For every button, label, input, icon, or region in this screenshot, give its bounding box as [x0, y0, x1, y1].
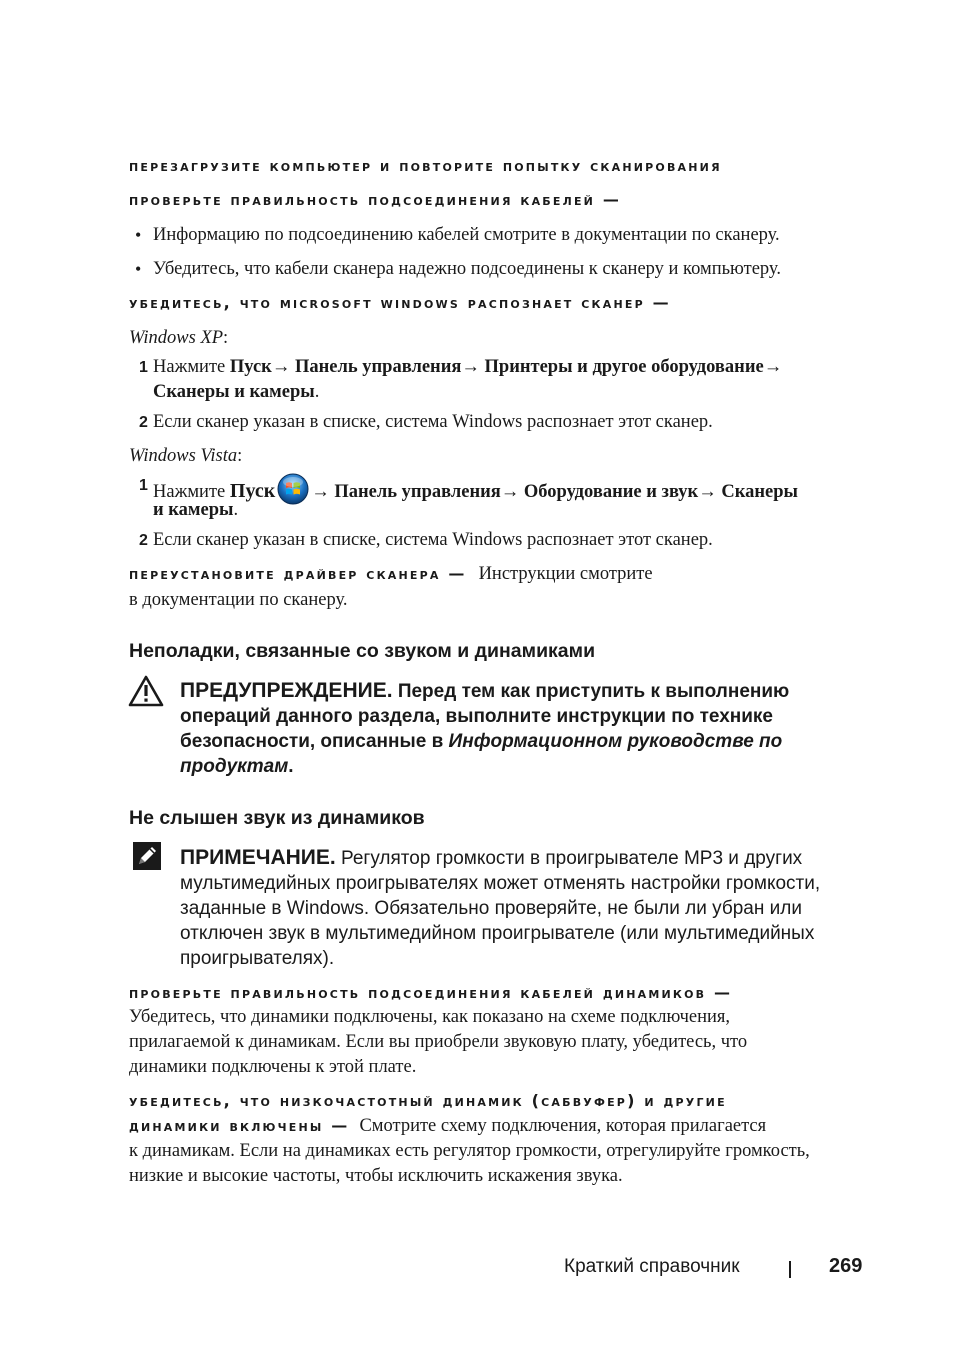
paragraph-line: низкие и высокие частоты, чтобы исключить искажения звука.	[129, 1166, 623, 1186]
xp-step1-line1: Нажмите Пуск→ Панель управления→ Принтеры и другое оборудование→	[153, 357, 783, 377]
step-number: 1	[139, 359, 148, 376]
paragraph-line: Убедитесь, что динамики подключены, как показано на схеме подключения,	[129, 1007, 731, 1027]
reinstall-text-line2: в документации по сканеру.	[129, 590, 348, 610]
note-text: Регулятор громкости в проигрывателе MP3 и других мультимедийных проигрывателях может отменять настройки громкости, заданные в Windows. Обязательно проверяйте, не были ли убран или отключен звук в мультимедийном проигрывателе (или мультимедийных проигрывателях).	[180, 848, 821, 969]
vista-step1-line1: Нажмите Пуск → Панель управления→ Оборудование и звук→ Сканеры	[153, 473, 798, 513]
page-number: 269	[829, 1255, 863, 1277]
step-number: 1	[139, 477, 148, 494]
note-label: ПРИМЕЧАНИЕ.	[180, 846, 336, 869]
paragraph-line: прилагаемой к динамикам. Если вы приобрели звуковую плату, убедитесь, что	[129, 1032, 748, 1052]
warning-label: ПРЕДУПРЕЖДЕНИЕ.	[180, 679, 393, 702]
bullet-icon: •	[135, 259, 142, 279]
subwoofer-paragraph	[129, 1114, 766, 1139]
footer-label: Краткий справочник	[564, 1256, 740, 1277]
heading-reinstall: переустановите драйвер сканера —	[129, 564, 467, 583]
heading-subwoofer-line2: динамики включены —	[129, 1116, 350, 1135]
vista-step1-line2: и камеры.	[153, 500, 239, 520]
note-pencil-icon	[132, 841, 162, 876]
step-number: 2	[139, 532, 148, 549]
note-callout	[180, 845, 870, 971]
windows-xp-label: Windows XP:	[129, 328, 229, 348]
warning-callout: ПРЕДУПРЕЖДЕНИЕ. Перед тем как приступить к выполнению операций данного раздела, выполните инструкции по технике безопасности, описанные в Информационном руководстве по продуктам.	[180, 679, 790, 777]
subsection-title-no-sound: Не слышен звук из динамиков	[129, 807, 425, 829]
reinstall-paragraph	[129, 562, 653, 587]
bullet-text: Информацию по подсоединению кабелей смотрите в документации по сканеру.	[153, 225, 780, 245]
vista-step2: Если сканер указан в списке, система Windows распознает этот сканер.	[153, 530, 713, 550]
xp-step2: Если сканер указан в списке, система Windows распознает этот сканер.	[153, 412, 713, 432]
warning-italic-ref: Информационном руководстве по продуктам	[180, 731, 783, 777]
section-title-sound: Неполадки, связанные со звуком и динамиками	[129, 640, 596, 662]
paragraph-line: к динамикам. Если на динамиках есть регулятор громкости, отрегулируйте громкость,	[129, 1141, 810, 1161]
heading-restart: перезагрузите компьютер и повторите попытку сканирования	[129, 156, 722, 175]
xp-step1-line2: Сканеры и камеры.	[153, 382, 320, 402]
reinstall-text: Инструкции смотрите	[478, 564, 653, 584]
paragraph-line: динамики подключены к этой плате.	[129, 1057, 417, 1077]
heading-check-cables: проверьте правильность подсоединения кабелей —	[129, 190, 622, 209]
step-number: 2	[139, 414, 148, 431]
subwoofer-text: Смотрите схему подключения, которая прилагается	[359, 1116, 767, 1136]
windows-vista-label: Windows Vista:	[129, 446, 243, 466]
bullet-text: Убедитесь, что кабели сканера надежно подсоединены к сканеру и компьютеру.	[153, 259, 781, 279]
warning-text: Перед тем как приступить к выполнению операций данного раздела, выполните инструкции по технике безопасности, описанные в	[180, 681, 790, 752]
footer-separator	[789, 1261, 791, 1278]
heading-subwoofer: убедитесь, что низкочастотный динамик (сабвуфер) и другие	[129, 1091, 727, 1110]
warning-triangle-icon	[127, 674, 165, 713]
heading-windows-recognizes: убедитесь, что microsoft windows распознает сканер —	[129, 293, 671, 312]
bullet-icon: •	[135, 225, 142, 245]
windows-start-orb-icon	[277, 473, 309, 513]
heading-check-speaker-cables: проверьте правильность подсоединения кабелей динамиков —	[129, 983, 733, 1002]
